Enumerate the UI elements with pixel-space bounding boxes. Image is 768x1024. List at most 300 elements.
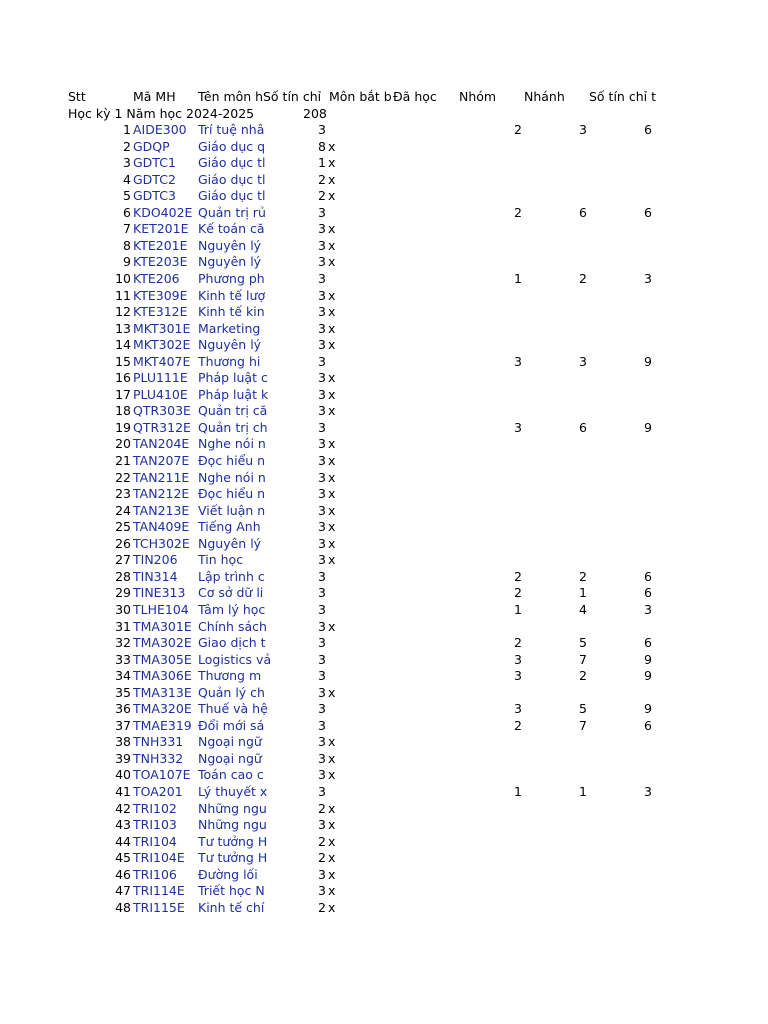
course-code: TIN206 — [133, 552, 178, 568]
course-branch: 2 — [579, 668, 587, 684]
course-credits: 2 — [318, 800, 326, 816]
course-code: TIN314 — [133, 568, 178, 584]
table-row — [0, 883, 768, 900]
course-done-mark — [328, 122, 340, 139]
table-row — [0, 569, 768, 586]
course-number: 22 — [115, 469, 131, 485]
table-row — [0, 436, 768, 453]
course-branch — [545, 801, 587, 818]
course-done-mark: x — [328, 767, 336, 783]
course-total-credits — [610, 503, 652, 520]
course-group — [480, 503, 522, 520]
course-credits: 8 — [318, 138, 326, 154]
course-name: Những ngu — [198, 800, 267, 816]
course-group: 3 — [514, 701, 522, 717]
course-group — [480, 486, 522, 503]
semester-total-credits: 208 — [303, 105, 327, 121]
course-name: Nghe nói n — [198, 469, 266, 485]
course-done-mark — [328, 718, 340, 735]
course-name: Marketing — [198, 320, 261, 336]
course-branch — [545, 619, 587, 636]
course-credits: 3 — [318, 469, 326, 485]
course-done-mark — [328, 635, 340, 652]
course-group — [480, 552, 522, 569]
course-code: TRI104E — [133, 850, 185, 866]
course-group — [480, 370, 522, 387]
course-credits: 3 — [318, 502, 326, 518]
course-number: 45 — [115, 850, 131, 866]
table-row — [0, 850, 768, 867]
course-done-mark: x — [328, 866, 336, 882]
course-total-credits — [610, 734, 652, 751]
header-total: Số tín chỉ t — [589, 89, 656, 104]
header-group: Nhóm — [459, 89, 497, 104]
course-number: 38 — [115, 734, 131, 750]
course-group — [480, 221, 522, 238]
course-code: TMA313E — [133, 684, 192, 700]
course-number: 30 — [115, 601, 131, 617]
course-code: TMA320E — [133, 701, 192, 717]
course-name: Chính sách — [198, 618, 267, 634]
course-group: 3 — [514, 651, 522, 667]
course-branch: 4 — [579, 601, 587, 617]
course-group: 3 — [514, 668, 522, 684]
course-total-credits — [610, 337, 652, 354]
table-row — [0, 288, 768, 305]
header-code: Mã MH — [133, 89, 176, 104]
table-row — [0, 685, 768, 702]
course-total-credits — [610, 221, 652, 238]
course-done-mark — [328, 602, 340, 619]
course-done-mark: x — [328, 883, 336, 899]
course-number: 39 — [115, 750, 131, 766]
course-name: Nghe nói n — [198, 436, 266, 452]
course-done-mark: x — [328, 386, 336, 402]
table-row — [0, 370, 768, 387]
course-code: TRI106 — [133, 866, 177, 882]
course-group — [480, 883, 522, 900]
header-done: Đã học — [393, 89, 437, 104]
course-done-mark: x — [328, 436, 336, 452]
table-row — [0, 552, 768, 569]
course-done-mark: x — [328, 370, 336, 386]
course-credits: 3 — [318, 734, 326, 750]
course-branch — [545, 254, 587, 271]
course-code: TAN204E — [133, 436, 190, 452]
course-branch — [545, 834, 587, 851]
course-done-mark — [328, 271, 340, 288]
course-group — [480, 172, 522, 189]
course-total-credits — [610, 188, 652, 205]
course-total-credits: 6 — [644, 717, 652, 733]
course-credits: 3 — [318, 750, 326, 766]
course-branch — [545, 172, 587, 189]
course-total-credits — [610, 767, 652, 784]
course-code: KTE312E — [133, 304, 188, 320]
course-branch — [545, 900, 587, 917]
course-code: TMA305E — [133, 651, 192, 667]
course-credits: 3 — [318, 486, 326, 502]
course-branch — [545, 734, 587, 751]
course-code: TMA306E — [133, 668, 192, 684]
course-branch — [545, 503, 587, 520]
course-total-credits — [610, 850, 652, 867]
course-credits: 3 — [318, 701, 326, 717]
course-name: Phương ph — [198, 270, 265, 286]
course-total-credits — [610, 436, 652, 453]
course-number: 20 — [115, 436, 131, 452]
course-credits: 3 — [318, 684, 326, 700]
course-branch — [545, 403, 587, 420]
header-row — [0, 89, 768, 106]
course-code: GDTC2 — [133, 171, 176, 187]
course-total-credits: 3 — [644, 784, 652, 799]
course-code: TMAE319 — [133, 717, 192, 733]
table-row — [0, 784, 768, 801]
course-number: 29 — [115, 585, 131, 601]
course-total-credits: 6 — [644, 568, 652, 584]
course-group — [480, 900, 522, 917]
table-row — [0, 718, 768, 735]
course-number: 33 — [115, 651, 131, 667]
table-row — [0, 420, 768, 437]
course-group — [480, 619, 522, 636]
course-branch — [545, 536, 587, 553]
table-row — [0, 767, 768, 784]
course-branch — [545, 370, 587, 387]
course-branch — [545, 387, 587, 404]
course-done-mark: x — [328, 684, 336, 700]
course-total-credits — [610, 619, 652, 636]
course-done-mark: x — [328, 469, 336, 485]
course-number: 19 — [115, 419, 131, 435]
course-credits: 3 — [318, 320, 326, 336]
course-code: TMA301E — [133, 618, 192, 634]
course-number: 6 — [123, 204, 131, 220]
course-code: AIDE300 — [133, 122, 187, 137]
course-total-credits — [610, 321, 652, 338]
table-row — [0, 751, 768, 768]
course-branch — [545, 321, 587, 338]
course-name: Giao dịch t — [198, 635, 266, 651]
course-done-mark — [328, 585, 340, 602]
course-name: Pháp luật k — [198, 386, 269, 402]
course-group — [480, 834, 522, 851]
course-branch — [545, 519, 587, 536]
course-done-mark — [328, 420, 340, 437]
course-code: TNH332 — [133, 750, 184, 766]
course-code: KTE203E — [133, 254, 188, 270]
course-branch — [545, 767, 587, 784]
course-credits: 3 — [318, 668, 326, 684]
course-credits: 2 — [318, 899, 326, 915]
course-name: Giáo dục q — [198, 138, 266, 154]
table-row — [0, 221, 768, 238]
table-row — [0, 304, 768, 321]
course-done-mark: x — [328, 850, 336, 866]
course-number: 28 — [115, 568, 131, 584]
course-code: TLHE104 — [133, 601, 189, 617]
course-group: 3 — [514, 419, 522, 435]
table-row — [0, 486, 768, 503]
course-code: KTE201E — [133, 237, 188, 253]
course-done-mark — [328, 701, 340, 718]
course-number: 37 — [115, 717, 131, 733]
course-code: GDQP — [133, 138, 170, 154]
course-total-credits — [610, 304, 652, 321]
course-name: Kế toán că — [198, 221, 265, 237]
course-credits: 3 — [318, 767, 326, 783]
course-number: 34 — [115, 668, 131, 684]
course-name: Quản trị că — [198, 403, 268, 419]
course-done-mark: x — [328, 237, 336, 253]
course-number: 2 — [123, 138, 131, 154]
header-branch: Nhánh — [524, 89, 565, 104]
course-credits: 3 — [318, 817, 326, 833]
course-total-credits: 6 — [644, 635, 652, 651]
course-credits: 3 — [318, 304, 326, 320]
course-number: 46 — [115, 866, 131, 882]
table-row — [0, 403, 768, 420]
course-number: 13 — [115, 320, 131, 336]
course-total-credits — [610, 238, 652, 255]
course-name: Kinh tế chí — [198, 899, 265, 915]
course-group: 2 — [514, 585, 522, 601]
course-number: 40 — [115, 767, 131, 783]
course-name: Tin học — [198, 552, 244, 568]
course-number: 16 — [115, 370, 131, 386]
course-name: Nguyên lý — [198, 237, 262, 253]
table-row — [0, 470, 768, 487]
course-number: 14 — [115, 337, 131, 353]
course-name: Đường lối — [198, 866, 258, 882]
course-total-credits: 6 — [644, 204, 652, 220]
course-total-credits: 9 — [644, 353, 652, 369]
course-branch — [545, 304, 587, 321]
course-total-credits: 3 — [644, 270, 652, 286]
course-code: GDTC3 — [133, 188, 176, 204]
table-row — [0, 585, 768, 602]
course-code: TAN207E — [133, 453, 190, 468]
course-name: Quản trị rủ — [198, 204, 266, 220]
course-done-mark: x — [328, 453, 336, 468]
course-credits: 3 — [318, 453, 326, 468]
course-done-mark: x — [328, 188, 336, 204]
course-done-mark: x — [328, 403, 336, 419]
course-total-credits — [610, 172, 652, 189]
course-number: 44 — [115, 833, 131, 849]
course-group — [480, 321, 522, 338]
course-group — [480, 817, 522, 834]
course-name: Lập trình c — [198, 568, 265, 584]
course-credits: 3 — [318, 717, 326, 733]
course-group — [480, 155, 522, 172]
course-total-credits — [610, 486, 652, 503]
course-group — [480, 751, 522, 768]
table-row — [0, 734, 768, 751]
header-required: Môn bắt b — [329, 89, 392, 104]
course-branch — [545, 883, 587, 900]
course-branch: 2 — [579, 568, 587, 584]
course-branch — [545, 436, 587, 453]
course-credits: 3 — [318, 287, 326, 303]
course-number: 3 — [123, 155, 131, 171]
course-group: 2 — [514, 204, 522, 220]
course-name: Quản lý ch — [198, 684, 265, 700]
course-number: 48 — [115, 899, 131, 915]
table-row — [0, 602, 768, 619]
course-done-mark: x — [328, 899, 336, 915]
course-code: TAN213E — [133, 502, 190, 518]
course-branch: 7 — [579, 651, 587, 667]
course-code: TAN211E — [133, 469, 190, 485]
course-number: 41 — [115, 784, 131, 799]
course-code: TRI104 — [133, 833, 177, 849]
course-code: PLU111E — [133, 370, 188, 386]
course-code: TINE313 — [133, 585, 186, 601]
course-credits: 1 — [318, 155, 326, 171]
course-done-mark: x — [328, 817, 336, 833]
course-name: Viết luận n — [198, 502, 266, 518]
course-done-mark — [328, 668, 340, 685]
course-name: Tiếng Anh — [198, 519, 261, 535]
course-branch — [545, 867, 587, 884]
course-branch — [545, 155, 587, 172]
course-total-credits: 9 — [644, 651, 652, 667]
course-total-credits: 9 — [644, 419, 652, 435]
course-name: Nguyên lý — [198, 337, 262, 353]
course-group — [480, 453, 522, 470]
course-number: 25 — [115, 519, 131, 535]
course-branch: 3 — [579, 353, 587, 369]
course-done-mark: x — [328, 800, 336, 816]
course-branch: 2 — [579, 270, 587, 286]
course-total-credits — [610, 387, 652, 404]
semester-row — [0, 106, 768, 123]
course-credits: 2 — [318, 850, 326, 866]
course-name: Kinh tế lượ — [198, 287, 266, 303]
table-row — [0, 701, 768, 718]
table-row — [0, 321, 768, 338]
table-row — [0, 337, 768, 354]
course-name: Quản trị ch — [198, 419, 268, 435]
course-credits: 3 — [318, 221, 326, 237]
course-code: MKT302E — [133, 337, 191, 353]
course-total-credits — [610, 370, 652, 387]
course-name: Giáo dục tl — [198, 171, 266, 187]
course-name: Toán cao c — [198, 767, 264, 783]
course-credits: 3 — [318, 651, 326, 667]
course-branch: 5 — [579, 635, 587, 651]
course-branch — [545, 751, 587, 768]
course-done-mark: x — [328, 287, 336, 303]
course-number: 43 — [115, 817, 131, 833]
course-group — [480, 188, 522, 205]
course-number: 32 — [115, 635, 131, 651]
course-number: 15 — [115, 353, 131, 369]
course-total-credits: 6 — [644, 585, 652, 601]
course-done-mark: x — [328, 254, 336, 270]
course-code: KET201E — [133, 221, 189, 237]
course-name: Ngoại ngữ — [198, 750, 262, 766]
course-branch — [545, 238, 587, 255]
table-row — [0, 619, 768, 636]
course-group — [480, 850, 522, 867]
course-credits: 2 — [318, 188, 326, 204]
course-name: Thương hi — [198, 353, 261, 369]
table-row — [0, 519, 768, 536]
course-done-mark — [328, 569, 340, 586]
course-branch — [545, 552, 587, 569]
course-branch — [545, 337, 587, 354]
course-code: MKT301E — [133, 320, 191, 336]
course-total-credits — [610, 288, 652, 305]
course-code: TMA302E — [133, 635, 192, 651]
table-row — [0, 122, 768, 139]
course-credits: 3 — [318, 784, 326, 799]
course-branch: 3 — [579, 122, 587, 137]
course-number: 1 — [123, 122, 131, 137]
course-credits: 2 — [318, 833, 326, 849]
course-total-credits — [610, 801, 652, 818]
course-done-mark — [328, 784, 340, 801]
course-credits: 3 — [318, 601, 326, 617]
table-row — [0, 238, 768, 255]
course-code: MKT407E — [133, 353, 191, 369]
course-group — [480, 254, 522, 271]
header-name: Tên môn h — [198, 89, 264, 104]
course-total-credits — [610, 685, 652, 702]
course-name: Lý thuyết x — [198, 784, 268, 799]
course-done-mark: x — [328, 320, 336, 336]
course-name: Đọc hiểu n — [198, 486, 266, 502]
table-row — [0, 834, 768, 851]
course-group — [480, 304, 522, 321]
course-name: Pháp luật c — [198, 370, 268, 386]
course-branch — [545, 188, 587, 205]
course-number: 47 — [115, 883, 131, 899]
course-name: Trí tuệ nhâ — [198, 122, 265, 137]
course-code: TNH331 — [133, 734, 184, 750]
course-name: Nguyên lý — [198, 535, 262, 551]
course-done-mark: x — [328, 552, 336, 568]
course-number: 9 — [123, 254, 131, 270]
table-row — [0, 536, 768, 553]
course-group — [480, 337, 522, 354]
course-name: Giáo dục tl — [198, 155, 266, 171]
course-credits: 3 — [318, 585, 326, 601]
course-group: 3 — [514, 353, 522, 369]
course-name: Những ngu — [198, 817, 267, 833]
course-code: QTR303E — [133, 403, 191, 419]
course-branch: 7 — [579, 717, 587, 733]
course-code: TOA201 — [133, 784, 183, 799]
table-row — [0, 172, 768, 189]
course-name: Tư tưởng H — [198, 850, 268, 866]
course-group — [480, 403, 522, 420]
course-credits: 3 — [318, 883, 326, 899]
course-name: Thuế và hệ — [198, 701, 268, 717]
course-credits: 2 — [318, 171, 326, 187]
course-total-credits — [610, 817, 652, 834]
course-done-mark — [328, 652, 340, 669]
header-credits: Số tín chỉ — [263, 89, 322, 104]
table-row — [0, 205, 768, 222]
course-credits: 3 — [318, 237, 326, 253]
course-total-credits: 6 — [644, 122, 652, 137]
course-group — [480, 801, 522, 818]
course-branch — [545, 817, 587, 834]
